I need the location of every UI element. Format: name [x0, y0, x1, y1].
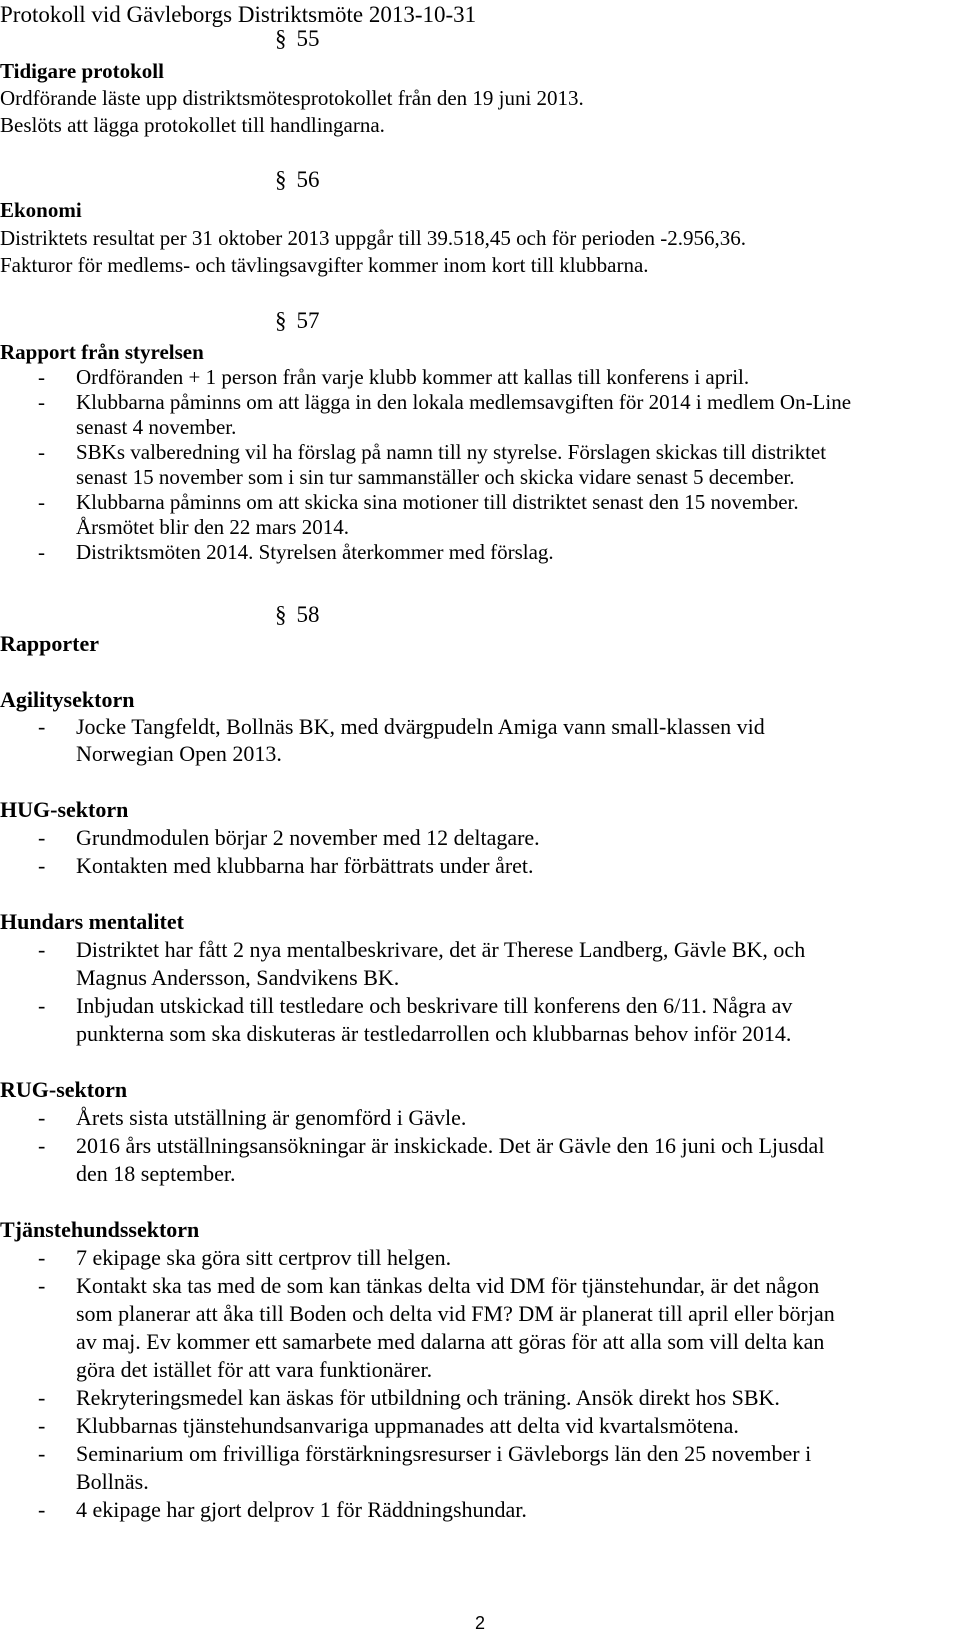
subsection-heading: Hundars mentalitet	[0, 909, 184, 934]
list-item-continuation: senast 4 november.	[76, 415, 237, 439]
section-heading: Ekonomi	[0, 198, 82, 222]
section-number: 56	[296, 167, 320, 192]
list-item-continuation: som planerar att åka till Boden och delta vid FM? DM är planerat till april eller början	[76, 1301, 835, 1326]
section-number: 55	[296, 26, 320, 51]
document-page: Protokoll vid Gävleborgs Distriktsmöte 2013-10-31 § 55 Tidigare protokoll Ordförande läste upp distriktsmötesprotokollet från den 19 juni 2013. Beslöts att lägga protokollet till handlingarna. § 56 Ekonomi Distriktets resultat per 31 oktober 2013 uppgår till 39.518,45 och för perioden -2.956,36. Fakturor för medlems- och tävlingsavgifter kommer inom kort till klubbarna. § 57 Rapport från styrelsen - Ordföranden + 1 person från varje klubb kommer att kallas till konferens i april. - Klubbarna påminns om att lägga in den lokala medlemsavgiften för 2014 i medlem On-Line senast 4 november. - SBKs valberedning vil ha förslag på namn till ny styrelse. Förslagen skickas till distriktet senast 15 november som i sin tur sammanställer och skicka vidare senast 5 december. - Klubbarna påminns om att skicka sina motioner till distriktet senast den 15 november. Årsmötet blir den 22 mars 2014. - Distriktsmöten 2014. Styrelsen återkommer med förslag. § 58 Rapporter Agilitysektorn - Jocke Tangfeldt, Bollnäs BK, med dvärgpudeln Amiga vann small-klassen vid Norwegian Open 2013. HUG-sektorn - Grundmodulen börjar 2 november med 12 deltagare. - Kontakten med klubbarna har förbättrats under året. Hundars mentalitet - Distriktet har fått 2 nya mentalbeskrivare, det är Therese Landberg, Gävle BK, och Magnus Andersson, Sandvikens BK. - Inbjudan utskickad till testledare och beskrivare till konferens den 6/11. Några av punkterna som ska diskuteras är testledarrollen och klubbarnas behov inför 2014. RUG-sektorn - Årets sista utställning är genomförd i Gävle. - 2016 års utställningsansökningar är inskickade. Det är Gävle den 16 juni och Ljusdal den 18 september. Tjänstehundssektorn - 7 ekipage ska göra sitt certprov till helgen. - Kontakt ska tas med de som kan tänkas delta vid DM för tjänstehundar, är det någon som planerar att åka till Boden och delta vid FM? DM är planerat till april eller början av maj. Ev kommer ett samarbete med dalarna att göras för att alla som vill delta kan göra det istället för att vara funktionärer. - Rekryteringsmedel kan äskas för utbildning och träning. Ansök direkt hos SBK. - Klubbarnas tjänstehundsanvariga uppmanades att delta vid kvartalsmötena. - Seminarium om frivilliga förstärkningsresurser i Gävleborgs län den 25 november i Bollnäs. - 4 ekipage har gjort delprov 1 för Räddningshundar. 2	[0, 2, 852, 1633]
text-line: Distriktets resultat per 31 oktober 2013 uppgår till 39.518,45 och för perioden -2.956,36.	[0, 226, 746, 250]
section-56-number	[275, 165, 320, 195]
section-heading: Rapport från styrelsen	[0, 340, 204, 364]
section-sign: §	[275, 602, 287, 627]
list-item-continuation: Magnus Andersson, Sandvikens BK.	[76, 965, 400, 990]
text-line: Beslöts att lägga protokollet till handlingarna.	[0, 113, 385, 137]
subsection-heading: Tjänstehundssektorn	[0, 1217, 200, 1242]
list-item-continuation: Årsmötet blir den 22 mars 2014.	[76, 515, 349, 539]
text-line: Fakturor för medlems- och tävlingsavgifter kommer inom kort till klubbarna.	[0, 253, 649, 277]
list-item-continuation: senast 15 november som i sin tur sammanställer och skicka vidare senast 5 december.	[76, 465, 795, 489]
subsection-heading: Agilitysektorn	[0, 687, 135, 712]
section-sign: §	[275, 308, 287, 333]
section-heading: Rapporter	[0, 631, 99, 656]
section-sign: §	[275, 167, 287, 192]
section-sign: §	[275, 26, 287, 51]
list-item-continuation: av maj. Ev kommer ett samarbete med dalarna att göras för att alla som vill delta kan	[76, 1329, 825, 1354]
document-title: Protokoll vid Gävleborgs Distriktsmöte 2013-10-31	[0, 2, 477, 27]
list-item-continuation: den 18 september.	[76, 1161, 236, 1186]
subsection-heading: RUG-sektorn	[0, 1077, 128, 1102]
subsection-heading: HUG-sektorn	[0, 797, 129, 822]
section-number: 57	[296, 308, 320, 333]
list-item-continuation: punkterna som ska diskuteras är testledarrollen och klubbarnas behov inför 2014.	[76, 1021, 792, 1046]
list-item-continuation: Norwegian Open 2013.	[76, 741, 282, 766]
list-item-continuation: göra det istället för att vara funktionärer.	[76, 1357, 433, 1382]
section-number: 58	[296, 602, 320, 627]
text-line: Ordförande läste upp distriktsmötesprotokollet från den 19 juni 2013.	[0, 86, 584, 110]
section-57-number	[275, 306, 320, 336]
section-55-number	[275, 24, 320, 54]
section-58-number	[275, 600, 320, 630]
page-number: 2	[475, 1613, 486, 1633]
section-heading: Tidigare protokoll	[0, 59, 164, 83]
list-item-continuation: Bollnäs.	[76, 1469, 149, 1494]
